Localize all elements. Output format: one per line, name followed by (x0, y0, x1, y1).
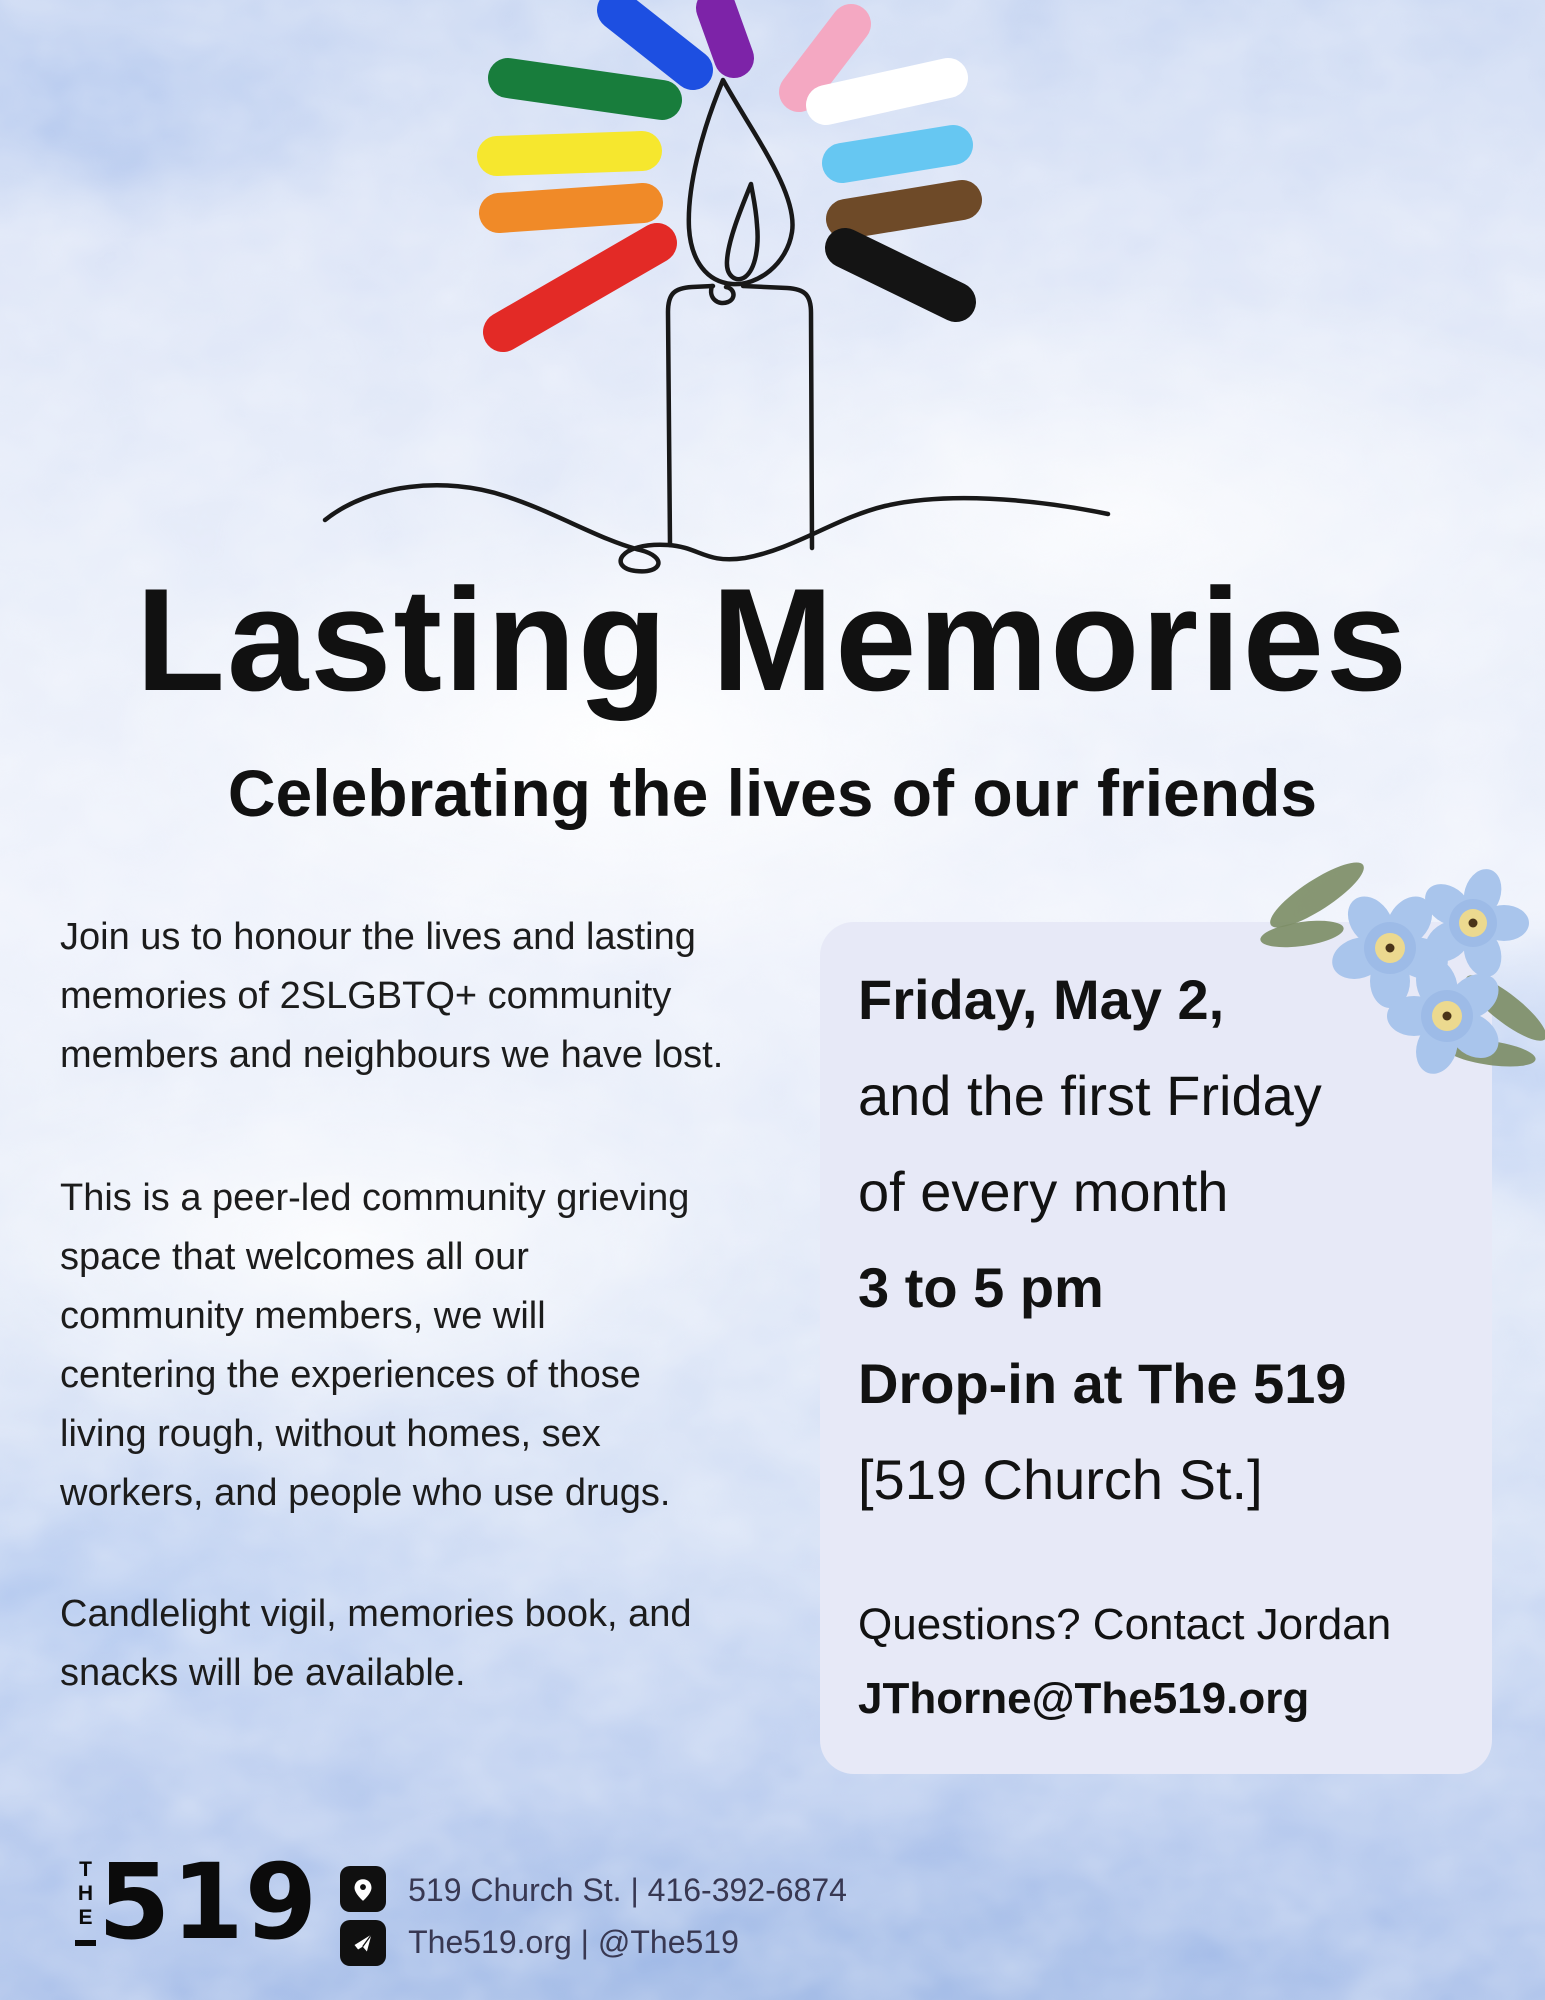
event-date: Friday, May 2, (858, 968, 1225, 1031)
text-line: Join us to honour the lives and lasting (60, 916, 696, 958)
pride-ray-brown (846, 200, 962, 219)
candle-line-art-icon (325, 80, 1108, 571)
page-title: Lasting Memories (135, 558, 1410, 721)
text-line: memories of 2SLGBTQ+ community (60, 975, 672, 1017)
the519-logo (74, 1841, 319, 1963)
text-line: Candlelight vigil, memories book, and (60, 1593, 692, 1635)
text-line: This is a peer-led community grieving (60, 1177, 690, 1219)
pride-ray-black (845, 248, 956, 302)
contact-question: Questions? Contact Jordan (858, 1600, 1392, 1649)
footer (74, 1841, 847, 1968)
footer-address-phone: 519 Church St. | 416-392-6874 (408, 1872, 847, 1908)
text-line: workers, and people who use drugs. (60, 1472, 671, 1514)
intro-text (60, 908, 820, 1703)
pride-ray-blue (617, 10, 693, 70)
contact-email: JThorne@The519.org (858, 1674, 1310, 1723)
text-line: living rough, without homes, sex (60, 1413, 601, 1455)
footer-icons (340, 1866, 386, 1966)
event-recurrence: and the first Friday (858, 1064, 1322, 1127)
forget-me-not-flowers-icon (1255, 845, 1545, 1115)
event-location: Drop-in at The 519 (858, 1352, 1347, 1415)
send-icon (340, 1920, 386, 1966)
event-address: [519 Church St.] (858, 1448, 1263, 1511)
pride-ray-orange (499, 203, 643, 213)
pride-ray-yellow (497, 151, 642, 156)
text-line: members and neighbours we have lost. (60, 1034, 724, 1076)
text-line: snacks will be available. (60, 1652, 466, 1694)
intro-paragraph-2 (60, 1169, 820, 1523)
candle-illustration (300, 0, 1140, 580)
event-time: 3 to 5 pm (858, 1256, 1104, 1319)
text-line: community members, we will (60, 1295, 546, 1337)
logo-519-text: 519 (98, 1841, 319, 1963)
event-contact (858, 1588, 1454, 1736)
location-pin-icon (340, 1866, 386, 1912)
pride-ray-green (508, 78, 662, 100)
pride-ray-red (503, 243, 657, 332)
event-recurrence-2: of every month (858, 1160, 1229, 1223)
pride-ray-white (826, 78, 948, 105)
footer-contact-info (408, 1864, 847, 1968)
pride-ray-sky-blue (842, 145, 953, 163)
intro-paragraph-1 (60, 908, 820, 1085)
pride-ray-purple (716, 8, 734, 58)
logo-the-text: THE (75, 1858, 96, 1946)
text-line: centering the experiences of those (60, 1354, 641, 1396)
page-subtitle: Celebrating the lives of our friends (227, 756, 1318, 830)
intro-paragraph-3 (60, 1585, 820, 1703)
footer-web-social: The519.org | @The519 (408, 1924, 739, 1960)
text-line: space that welcomes all our (60, 1236, 529, 1278)
